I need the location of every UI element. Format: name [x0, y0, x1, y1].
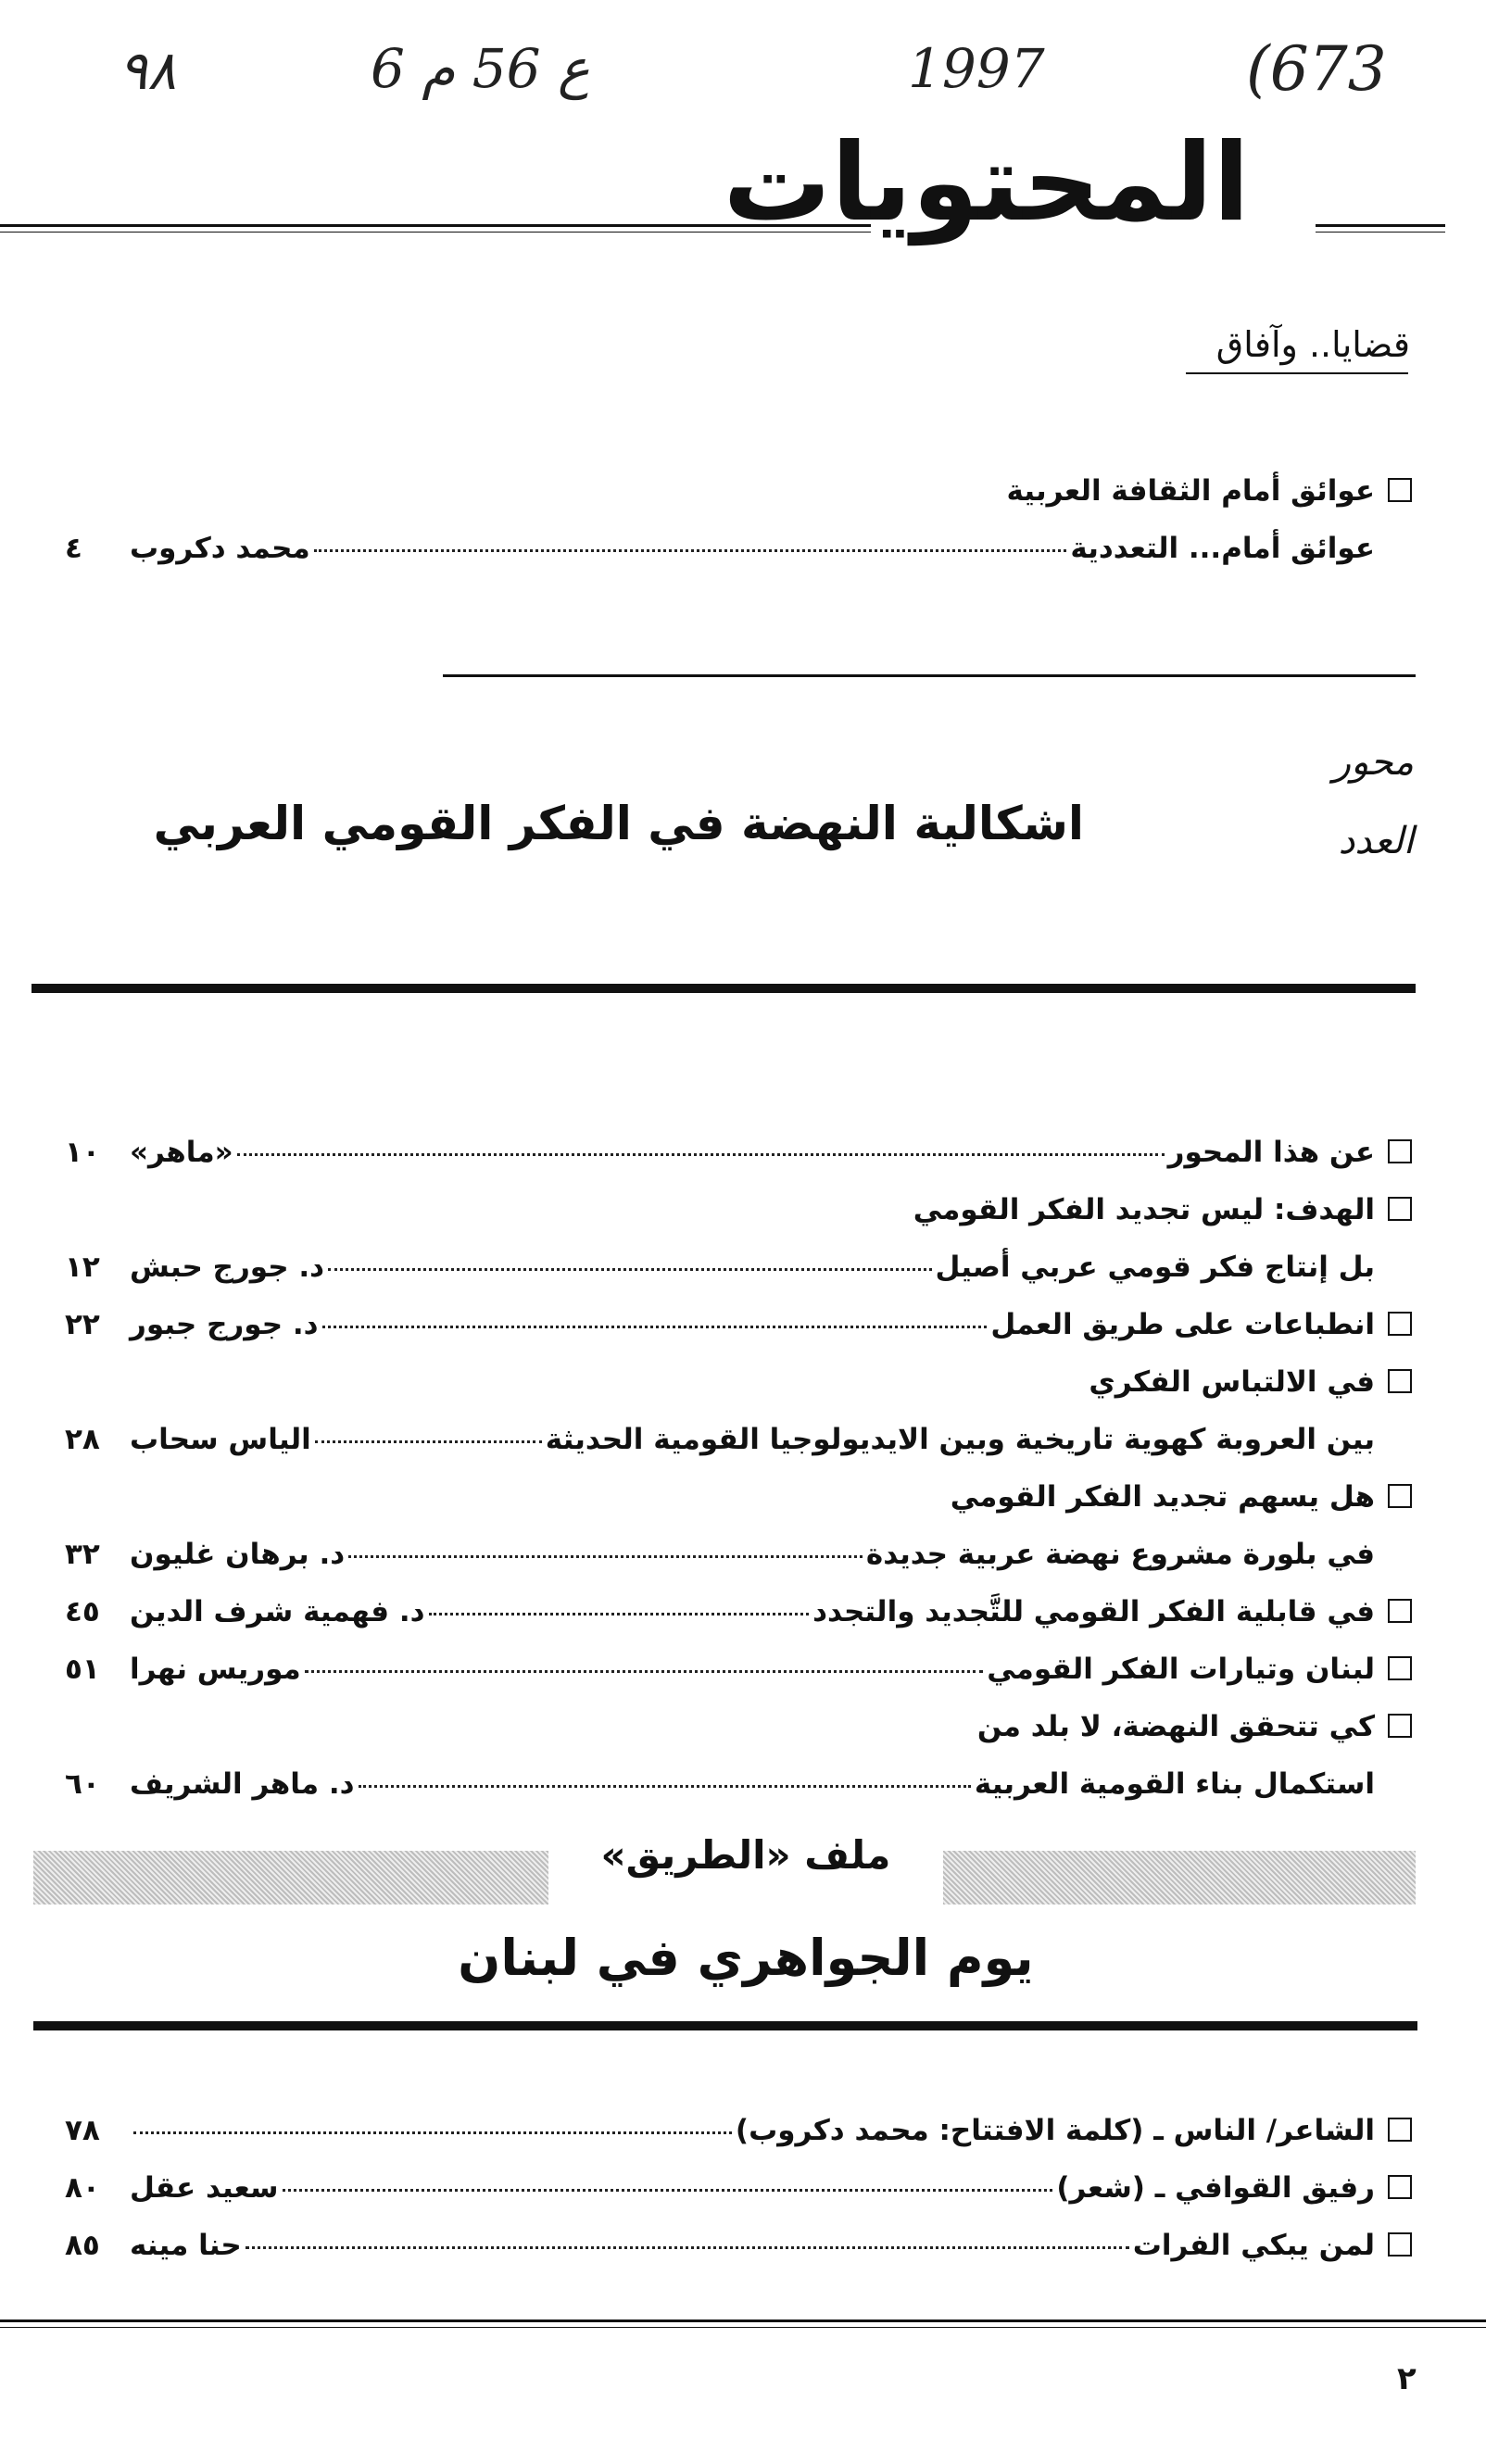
toc-entry-title: في الالتباس الفكري: [1089, 1365, 1375, 1399]
toc-entry-title: في قابلية الفكر القومي للتَّجديد والتجدد: [812, 1595, 1375, 1628]
dot-leader: [283, 2189, 1053, 2192]
toc-entry-title: عن هذا المحور: [1167, 1136, 1375, 1169]
checkbox-icon: [1388, 1139, 1412, 1163]
thick-rule: [33, 2021, 1417, 2030]
toc-entry[interactable]: [65, 2114, 1412, 2147]
toc-entry-title: عوائق أمام الثقافة العربية: [1006, 474, 1375, 508]
toc-entry-title: الشاعر/ الناس ـ (كلمة الافتتاح: محمد دكروب): [735, 2114, 1375, 2147]
shaded-band-right: [943, 1851, 1416, 1905]
section-heading-issues: قضايا.. وآفاق: [1215, 324, 1410, 365]
toc-entry-title: كي تتحقق النهضة، لا بلد من: [976, 1710, 1375, 1743]
toc-entry-title: في بلورة مشروع نهضة عربية جديدة: [865, 1538, 1375, 1571]
checkbox-icon: [1388, 478, 1412, 502]
theme-label-bottom: العدد: [1338, 820, 1414, 862]
toc-entry[interactable]: [65, 1251, 1412, 1284]
toc-entry-title: استكمال بناء القومية العربية: [974, 1767, 1375, 1801]
bottom-rule: [0, 2319, 1486, 2322]
checkbox-icon: [1388, 1656, 1412, 1680]
dot-leader: [314, 549, 1067, 552]
toc-entry[interactable]: [65, 1710, 1412, 1743]
toc-entry-author: سعيد عقل: [130, 2171, 279, 2205]
toc-entry[interactable]: [65, 1365, 1412, 1399]
checkbox-icon: [1388, 1312, 1412, 1336]
dot-leader: [322, 1326, 988, 1328]
checkbox-icon: [1388, 2175, 1412, 2199]
toc-entry-page: ١٠: [65, 1136, 100, 1169]
toc-entry-page: ٤: [65, 532, 82, 565]
title-rule-right-thin: [1316, 232, 1445, 233]
toc-entry-page: ٢٢: [65, 1308, 100, 1341]
toc-entry-author: د. فهمية شرف الدين: [130, 1595, 425, 1628]
toc-entry[interactable]: [65, 1136, 1412, 1169]
toc-entry-title: الهدف: ليس تجديد الفكر القومي: [913, 1193, 1375, 1226]
theme-label-top: محور: [1332, 741, 1414, 784]
dot-leader: [305, 1670, 984, 1673]
toc-entry-author: محمد دكروب: [130, 532, 310, 565]
toc-entry-page: ٧٨: [65, 2114, 100, 2147]
handwritten-number: (673: [1246, 33, 1387, 105]
dossier-label: ملف «الطريق»: [600, 1832, 891, 1878]
toc-entry[interactable]: [65, 2171, 1412, 2205]
thick-rule: [31, 984, 1416, 993]
dot-leader: [246, 2246, 1129, 2249]
toc-entry-author: موريس نهرا: [130, 1653, 301, 1686]
toc-entry-title: رفيق القوافي ـ (شعر): [1056, 2171, 1375, 2205]
toc-entry-author: د. برهان غليون: [130, 1538, 346, 1571]
toc-entry-title: انطباعات على طريق العمل: [990, 1308, 1375, 1341]
section-heading-underline: [1186, 372, 1408, 374]
toc-entry-page: ٤٥: [65, 1595, 100, 1628]
checkbox-icon: [1388, 1369, 1412, 1393]
toc-entry[interactable]: [65, 2229, 1412, 2262]
toc-entry-title: بل إنتاج فكر قومي عربي أصيل: [935, 1251, 1375, 1284]
dot-leader: [359, 1785, 971, 1788]
page-title: المحتويات: [723, 120, 1250, 245]
toc-entry-page: ٨٠: [65, 2171, 100, 2205]
toc-entry[interactable]: [65, 532, 1412, 565]
toc-entry-author: الياس سحاب: [130, 1423, 311, 1456]
dot-leader: [328, 1268, 931, 1271]
checkbox-icon: [1388, 1714, 1412, 1738]
toc-entry-author: حنا مينه: [130, 2229, 242, 2262]
toc-entry[interactable]: [65, 1538, 1412, 1571]
dot-leader: [348, 1555, 863, 1558]
checkbox-icon: [1388, 1599, 1412, 1623]
toc-entry-page: ٦٠: [65, 1767, 100, 1801]
toc-entry-page: ٨٥: [65, 2229, 100, 2262]
page-number: ٢: [1397, 2360, 1417, 2397]
toc-entry-title: هل يسهم تجديد الفكر القومي: [950, 1480, 1375, 1514]
toc-entry-title: بين العروبة كهوية تاريخية وبين الايديولوجيا القومية الحديثة: [545, 1423, 1375, 1456]
toc-entry-author: د. ماهر الشريف: [130, 1767, 355, 1801]
toc-entry[interactable]: [65, 1595, 1412, 1628]
toc-entry-author: «ماهر»: [130, 1136, 233, 1169]
checkbox-icon: [1388, 2232, 1412, 2257]
theme-title: اشكالية النهضة في الفكر القومي العربي: [153, 797, 1084, 850]
toc-entry[interactable]: [65, 1193, 1412, 1226]
dot-leader: [429, 1613, 810, 1615]
handwritten-code: 6 ع 56 م: [371, 37, 590, 100]
dot-leader: [237, 1153, 1165, 1156]
checkbox-icon: [1388, 2118, 1412, 2142]
toc-entry[interactable]: [65, 1308, 1412, 1341]
shaded-band-left: [33, 1851, 548, 1905]
handwritten-year: 1997: [908, 37, 1045, 100]
toc-entry-author: د. جورج حبش: [130, 1251, 325, 1284]
bottom-rule-thin: [0, 2327, 1486, 2328]
dossier-title: يوم الجواهري في لبنان: [458, 1929, 1034, 1987]
checkbox-icon: [1388, 1197, 1412, 1221]
dot-leader: [315, 1440, 542, 1443]
toc-entry[interactable]: [65, 1767, 1412, 1801]
toc-entry-author: د. جورج جبور: [130, 1308, 319, 1341]
toc-entry-title: لبنان وتيارات الفكر القومي: [987, 1653, 1375, 1686]
toc-entry-title: عوائق أمام... التعددية: [1070, 532, 1375, 565]
toc-entry[interactable]: [65, 1480, 1412, 1514]
toc-entry-page: ٥١: [65, 1653, 100, 1686]
toc-entry-page: ١٢: [65, 1251, 100, 1284]
toc-entry[interactable]: [65, 1653, 1412, 1686]
handwritten-note-left: ٩٨: [119, 39, 177, 102]
divider-rule: [443, 674, 1416, 677]
checkbox-icon: [1388, 1484, 1412, 1508]
toc-entry[interactable]: [65, 474, 1412, 508]
dot-leader: [133, 2131, 732, 2134]
title-rule-right: [1316, 224, 1445, 227]
toc-entry[interactable]: [65, 1423, 1412, 1456]
toc-entry-page: ٢٨: [65, 1423, 100, 1456]
toc-entry-page: ٣٢: [65, 1538, 100, 1571]
toc-entry-title: لمن يبكي الفرات: [1132, 2229, 1375, 2262]
